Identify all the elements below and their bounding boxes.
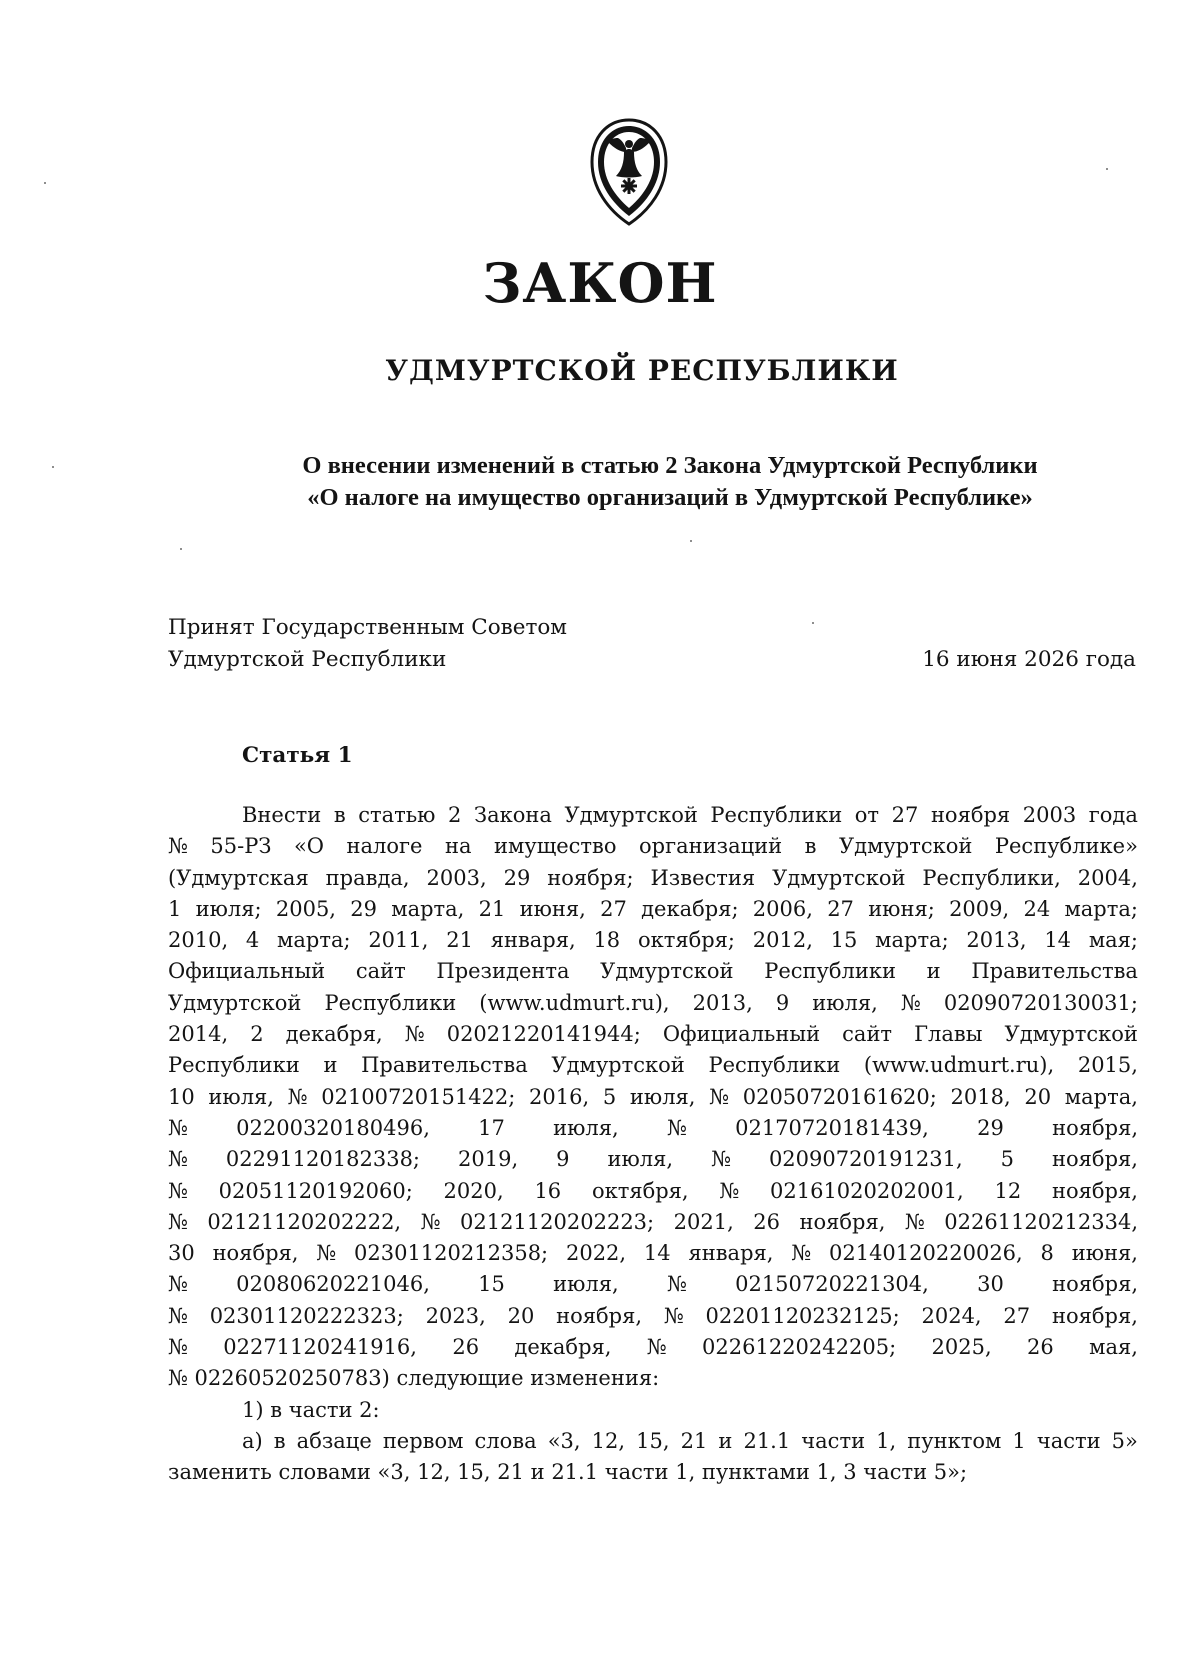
body-line: № 02051120192060; 2020, 16 октября, № 02161020202001, 12 ноября, [168, 1178, 1138, 1203]
document-title: ЗАКОН [482, 251, 718, 315]
body-line: № 02260520250783) следующие изменения: [168, 1366, 660, 1391]
adopted-by-line: Удмуртской Республики [168, 647, 447, 672]
scan-speck [180, 548, 182, 550]
scan-speck [1106, 168, 1108, 170]
article-title: Статья 1 [242, 743, 353, 768]
body-line: № 02200320180496, 17 июля, № 02170720181439, 29 ноября, [168, 1115, 1138, 1140]
body-line: Внести в статью 2 Закона Удмуртской Республики от 27 ноября 2003 года [242, 803, 1138, 827]
body-line: № 02271120241916, 26 декабря, № 02261220242205; 2025, 26 мая, [168, 1335, 1138, 1360]
adoption-date: 16 июня 2026 года [922, 647, 1136, 672]
body-line: Удмуртской Республики (www.udmurt.ru), 2013, 9 июля, № 02090720130031; [168, 990, 1138, 1015]
body-line: Республики и Правительства Удмуртской Республики (www.udmurt.ru), 2015, [168, 1053, 1138, 1078]
body-line: (Удмуртская правда, 2003, 29 ноября; Известия Удмуртской Республики, 2004, [168, 865, 1138, 890]
adopted-by-line: Принят Государственным Советом [168, 615, 568, 640]
body-line: № 02291120182338; 2019, 9 июля, № 02090720191231, 5 ноября, [168, 1147, 1138, 1172]
article-body [168, 800, 1138, 1489]
law-heading [170, 450, 1170, 514]
document-subtitle: УДМУРТСКОЙ РЕСПУБЛИКИ [385, 354, 899, 387]
body-line: № 02080620221046, 15 июля, № 02150720221304, 30 ноября, [168, 1272, 1138, 1297]
coat-of-arms-icon [588, 118, 670, 228]
body-line: № 02301120222323; 2023, 20 ноября, № 02201120232125; 2024, 27 ноября, [168, 1303, 1138, 1328]
item-1: 1) в части 2: [242, 1397, 380, 1422]
body-line: № 02121120202222, № 02121120202223; 2021, 26 ноября, № 02261120212334, [168, 1209, 1138, 1234]
scan-speck [44, 182, 46, 184]
adopted-by [168, 612, 567, 676]
scan-speck [690, 540, 692, 542]
scan-speck [52, 466, 54, 468]
body-line: Официальный сайт Президента Удмуртской Республики и Правительства [168, 959, 1138, 984]
item-a-line: а) в абзаце первом слова «3, 12, 15, 21 и 21.1 части 1, пунктом 1 части 5» [242, 1428, 1138, 1453]
body-line: № 55-РЗ «О налоге на имущество организаций в Удмуртской Республике» [168, 834, 1138, 859]
body-line: 2014, 2 декабря, № 02021220141944; Официальный сайт Главы Удмуртской [168, 1022, 1138, 1047]
scan-speck [812, 622, 814, 624]
item-a-line: заменить словами «3, 12, 15, 21 и 21.1 части 1, пунктами 1, 3 части 5»; [168, 1460, 968, 1485]
law-heading-line: О внесении изменений в статью 2 Закона Удмуртской Республики [302, 452, 1038, 479]
body-line: 1 июля; 2005, 29 марта, 21 июня, 27 декабря; 2006, 27 июня; 2009, 24 марта; [168, 896, 1138, 921]
body-line: 30 ноября, № 02301120212358; 2022, 14 января, № 02140120220026, 8 июня, [168, 1241, 1138, 1266]
law-heading-line: «О налоге на имущество организаций в Удмуртской Республике» [307, 484, 1033, 511]
body-line: 2010, 4 марта; 2011, 21 января, 18 октября; 2012, 15 марта; 2013, 14 мая; [168, 928, 1138, 953]
body-line: 10 июля, № 02100720151422; 2016, 5 июля, № 02050720161620; 2018, 20 марта, [168, 1084, 1138, 1109]
